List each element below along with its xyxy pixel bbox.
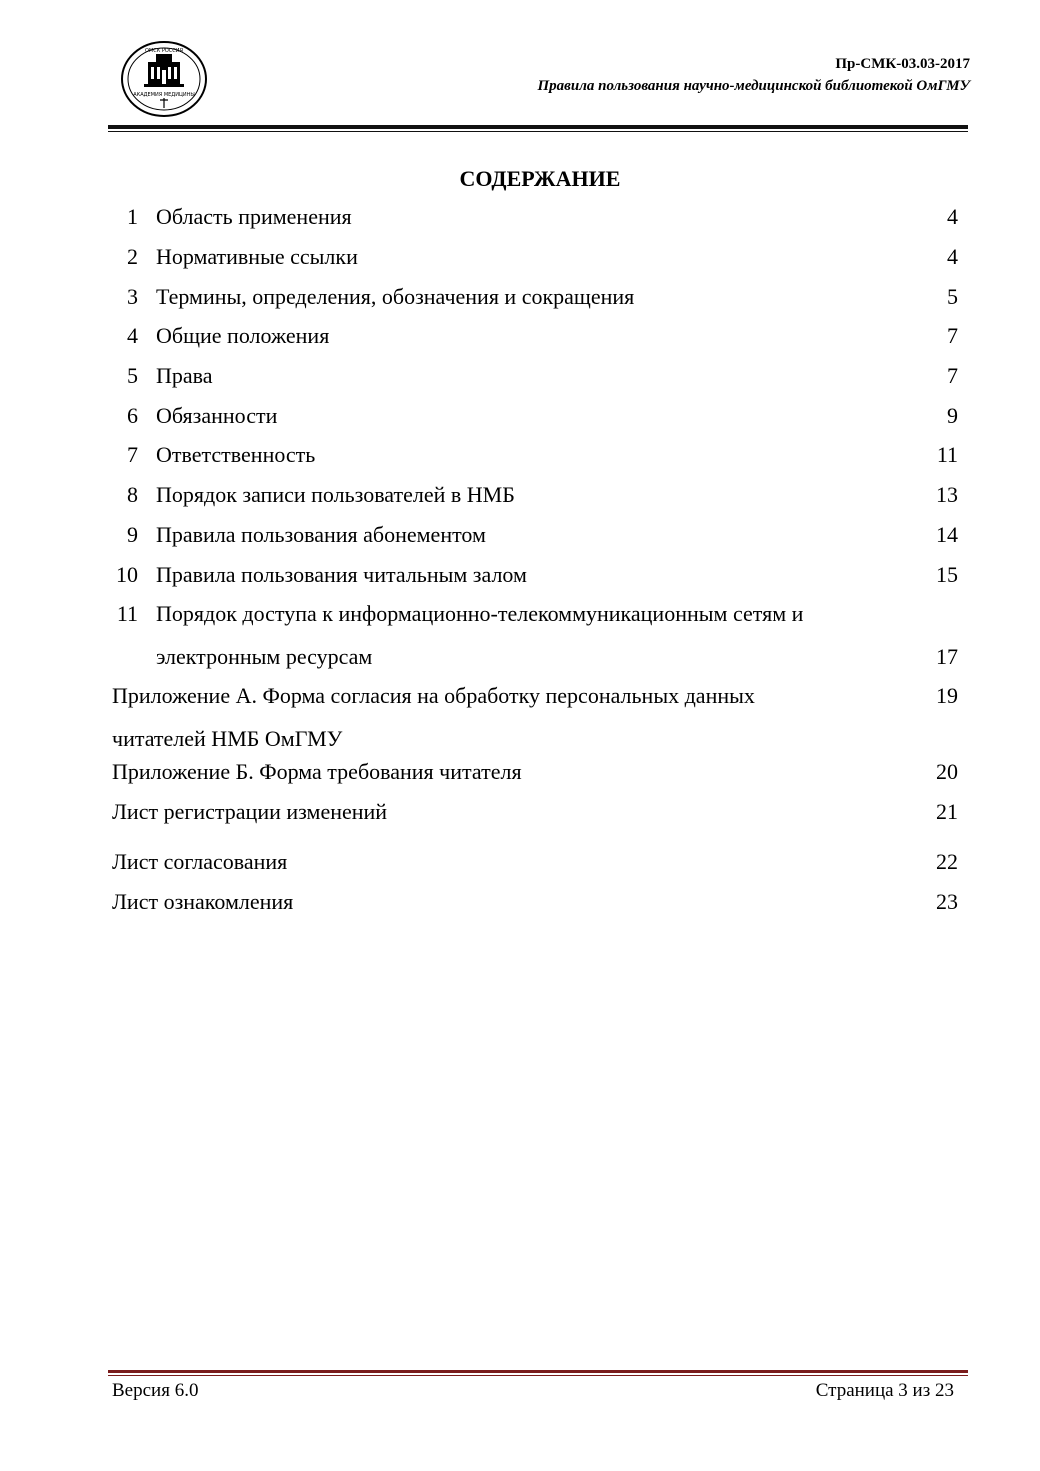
toc-item bbox=[0, 242, 1040, 272]
toc-item-page: 9 bbox=[947, 403, 958, 428]
toc-item bbox=[0, 321, 1040, 351]
logo-text-top: ОМСК РОССИЯ bbox=[144, 48, 184, 54]
toc-appendix-continuation bbox=[0, 724, 1040, 754]
toc-item-number: 11 bbox=[116, 601, 138, 626]
toc-item bbox=[0, 361, 1040, 391]
toc-item-page: 4 bbox=[947, 244, 958, 269]
toc-item-title: Права bbox=[156, 363, 213, 388]
toc-appendix-title: Приложение Б. Форма требования читателя bbox=[112, 759, 522, 784]
toc-item-number: 8 bbox=[127, 482, 138, 507]
toc-appendix bbox=[0, 797, 1040, 827]
toc-item bbox=[0, 401, 1040, 431]
toc-appendix bbox=[0, 847, 1040, 877]
toc-item-title: Правила пользования читальным залом bbox=[156, 562, 527, 587]
toc-appendix-title: читателей НМБ ОмГМУ bbox=[112, 726, 343, 751]
header-divider-thin bbox=[108, 131, 968, 132]
logo-text-academy: АКАДЕМИЯ МЕДИЦИНЫ bbox=[133, 92, 195, 98]
toc-item-continuation bbox=[0, 642, 1040, 672]
document-code: Пр-СМК-03.03-2017 bbox=[835, 56, 970, 72]
toc-item bbox=[0, 282, 1040, 312]
toc-item bbox=[0, 202, 1040, 232]
footer-divider-thin bbox=[108, 1375, 968, 1376]
toc-item-page: 11 bbox=[936, 442, 958, 467]
toc-item-number: 3 bbox=[127, 284, 138, 309]
toc-appendix-page: 21 bbox=[936, 799, 958, 824]
toc-item-title: Порядок доступа к информационно-телекоммуникационным сетям и bbox=[156, 601, 804, 626]
toc-item bbox=[0, 560, 1040, 590]
toc-appendix-page: 23 bbox=[936, 889, 958, 914]
toc-item-title: Нормативные ссылки bbox=[156, 244, 358, 269]
document-version: Версия 6.0 bbox=[112, 1380, 199, 1401]
toc-appendix bbox=[0, 887, 1040, 917]
toc-appendix bbox=[0, 681, 1040, 711]
toc-item-number: 1 bbox=[127, 204, 138, 229]
toc-item-title: Область применения bbox=[156, 204, 352, 229]
toc-item bbox=[0, 520, 1040, 550]
toc-heading: СОДЕРЖАНИЕ bbox=[459, 166, 621, 191]
toc-appendix-page: 20 bbox=[936, 759, 958, 784]
toc-item-number: 2 bbox=[127, 244, 138, 269]
toc-item-title: Правила пользования абонементом bbox=[156, 522, 486, 547]
toc-appendix bbox=[0, 757, 1040, 787]
toc-item-page: 7 bbox=[947, 363, 958, 388]
toc-item-page: 17 bbox=[936, 644, 958, 669]
toc-item bbox=[0, 480, 1040, 510]
toc-item-title: Ответственность bbox=[156, 442, 316, 467]
toc-item-page: 14 bbox=[936, 522, 958, 547]
toc-appendix-page: 22 bbox=[936, 849, 958, 874]
toc-item-number: 9 bbox=[127, 522, 138, 547]
toc-appendix-page: 19 bbox=[936, 683, 958, 708]
toc-item bbox=[0, 599, 1040, 629]
toc-item-title: Общие положения bbox=[156, 323, 330, 348]
toc-item-page: 4 bbox=[947, 204, 958, 229]
toc-item-title: Обязанности bbox=[156, 403, 278, 428]
toc-appendix-title: Лист согласования bbox=[112, 849, 288, 874]
toc-item-number: 7 bbox=[127, 442, 138, 467]
toc-item-title: Порядок записи пользователей в НМБ bbox=[156, 482, 515, 507]
academy-building-seal-icon bbox=[120, 40, 208, 118]
page-number: Страница 3 из 23 bbox=[815, 1380, 954, 1401]
toc-item-page: 7 bbox=[947, 323, 958, 348]
document-title: Правила пользования научно-медицинской библиотекой ОмГМУ bbox=[537, 78, 970, 94]
toc-appendix-title: Лист регистрации изменений bbox=[112, 799, 388, 824]
toc-item bbox=[0, 440, 1040, 470]
toc-item-page: 5 bbox=[947, 284, 958, 309]
toc-appendix-title: Лист ознакомления bbox=[112, 889, 294, 914]
toc-item-number: 5 bbox=[127, 363, 138, 388]
footer-divider bbox=[108, 1370, 968, 1373]
header-divider bbox=[108, 125, 968, 129]
toc-item-page: 13 bbox=[936, 482, 958, 507]
toc-item-title: электронным ресурсам bbox=[156, 644, 373, 669]
toc-item-number: 4 bbox=[127, 323, 138, 348]
toc-item-title: Термины, определения, обозначения и сокращения bbox=[156, 284, 635, 309]
toc-item-page: 15 bbox=[936, 562, 958, 587]
toc-item-number: 10 bbox=[116, 562, 138, 587]
toc-appendix-title: Приложение А. Форма согласия на обработку персональных данных bbox=[112, 683, 755, 708]
toc-item-number: 6 bbox=[127, 403, 138, 428]
